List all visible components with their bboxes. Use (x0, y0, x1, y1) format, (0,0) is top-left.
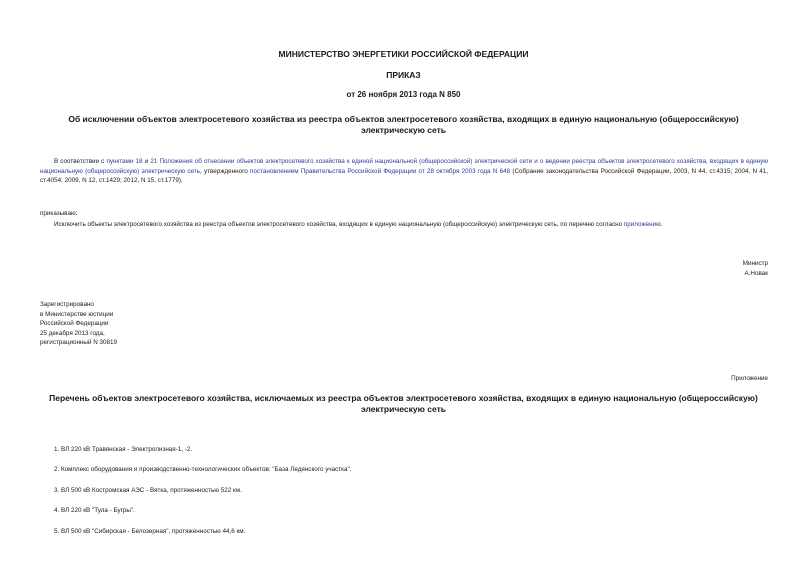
link-points-18[interactable]: пунктами 18 (106, 158, 143, 165)
registration-block (40, 300, 117, 348)
list-item: 5. ВЛ 500 кВ "Сибирская - Белозерная", протяженностью 44,6 км. (54, 528, 246, 535)
registration-line: 25 декабря 2013 года, (40, 329, 105, 337)
preamble-text-3: , утвержденного (199, 167, 251, 175)
appendix-label: Приложение (731, 375, 768, 382)
document-title: Об исключении объектов электросетевого хозяйства из реестра объектов электросетевого хозяйства, входящих в единую национальную (общероссийскую) электрическую сеть (68, 114, 739, 135)
registration-line: в Министерстве юстиции (40, 310, 114, 318)
link-government-decree[interactable]: постановлением Правительства Российской Федерации от 28 октября 2003 года N 648 (250, 167, 511, 175)
signature-block (743, 259, 768, 279)
link-regulation[interactable]: 21 Положения об отнесении объектов электросетевого хозяйства к единой национальной (общероссийской) электрической сети и о ведении реестра объектов электросетевого хозяйства, входящих в единую национальную (общероссийскую) электрическую сеть (40, 158, 768, 175)
link-appendix[interactable]: приложению (623, 221, 661, 228)
registration-line: регистрационный N 30819 (40, 339, 118, 347)
appendix-title: Перечень объектов электросетевого хозяйства, исключаемых из реестра объектов электросетевого хозяйства, входящих в единую национальную (общероссийскую) электрическую сеть (49, 393, 758, 414)
document-type: ПРИКАЗ (386, 70, 421, 80)
exclusion-paragraph (54, 221, 663, 228)
registration-line: Зарегистрировано (40, 301, 94, 308)
exclusion-text: Исключить объекты электросетевого хозяйства из реестра объектов электросетевого хозяйства, входящих в единую национальную (общероссийскую) электрическую сеть, по перечню согласно (54, 221, 624, 228)
preamble-text-2: и (142, 158, 151, 165)
order-word: приказываю: (40, 210, 78, 217)
preamble-text-1: В соответствии с (54, 158, 107, 165)
ministry-name: МИНИСТЕРСТВО ЭНЕРГЕТИКИ РОССИЙСКОЙ ФЕДЕРАЦИИ (278, 49, 529, 59)
list-item: 4. ВЛ 220 кВ "Тула - Бугры". (54, 507, 135, 514)
preamble-text-4: (Собрание законодательства Российской Федерации, 2003, N 44, ст.4315; 2004, N 41, ст.4054; 2009, N 12, ст.1429; 2012, N 15, ст.1779), (40, 167, 768, 184)
exclusion-end: . (660, 221, 663, 228)
preamble-paragraph (40, 157, 768, 186)
signature-position: Министр (742, 260, 768, 267)
signature-name: А.Новак (744, 270, 768, 277)
list-item: 1. ВЛ 220 кВ Травянская - Электролизная-1, -2. (54, 446, 193, 453)
list-item: 2. Комплекс оборудования и производственно-технологических объектов: "База Ледянского участка". (54, 466, 352, 473)
registration-line: Российской Федерации (40, 320, 109, 328)
order-date-number: от 26 ноября 2013 года N 850 (346, 90, 461, 99)
list-item: 3. ВЛ 500 кВ Костромская АЭС - Вятка, протяженностью 522 км. (54, 487, 242, 494)
